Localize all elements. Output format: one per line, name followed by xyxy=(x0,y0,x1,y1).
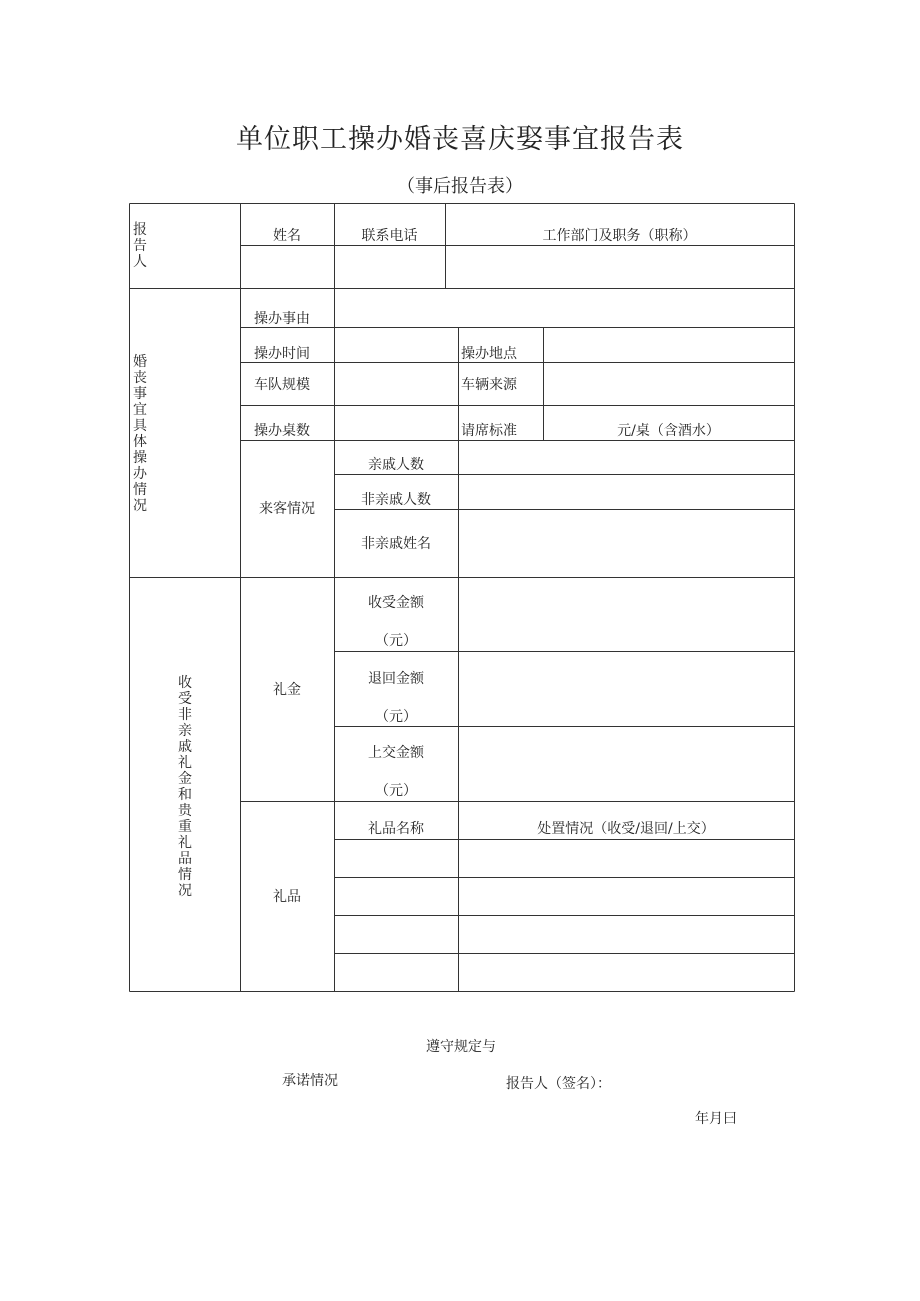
gift-disposal-header: 处置情况（收受/退回/上交） xyxy=(537,821,715,837)
name-header: 姓名 xyxy=(273,228,301,244)
gifts-label: 礼品 xyxy=(273,889,301,905)
reporter-section-label: 报告人 xyxy=(133,222,147,270)
compliance-label-line1: 遵守规定与 xyxy=(426,1039,496,1055)
date-label: 年月曰 xyxy=(695,1111,737,1127)
event-section-label: 婚丧事宜具体操办情况 xyxy=(133,354,147,514)
relatives-count-label: 亲戚人数 xyxy=(368,457,424,473)
place-label: 操办地点 xyxy=(461,346,517,362)
returned-unit-label: （元） xyxy=(375,709,417,725)
received-amount-label: 收受金额 xyxy=(368,595,424,611)
submitted-unit-label: （元） xyxy=(375,783,417,799)
returned-amount-label: 退回金额 xyxy=(368,671,424,687)
gift-name-header: 礼品名称 xyxy=(368,821,424,837)
phone-header: 联系电话 xyxy=(361,228,418,244)
submitted-amount-label: 上交金额 xyxy=(368,745,424,761)
guests-label: 来客情况 xyxy=(259,501,315,517)
dept-header: 工作部门及职务（职称） xyxy=(542,228,697,244)
gift-section-label: 收受非亲戚礼金和贵重礼品情况 xyxy=(178,675,192,899)
tables-label: 操办桌数 xyxy=(254,423,310,439)
non-relatives-count-label: 非亲戚人数 xyxy=(361,492,431,508)
banquet-unit-label: 元/桌（含酒水） xyxy=(617,423,720,439)
time-label: 操办时间 xyxy=(254,346,310,362)
page-title: 单位职工操办婚丧喜庆娶事宜报告表 xyxy=(236,124,684,155)
compliance-label-line2: 承诺情况 xyxy=(282,1073,338,1089)
non-relatives-names-label: 非亲戚姓名 xyxy=(361,536,431,552)
gift-money-label: 礼金 xyxy=(273,682,301,698)
vehicle-source-label: 车辆来源 xyxy=(461,377,517,393)
reason-label: 操办事由 xyxy=(254,311,310,327)
page-subtitle: （事后报告表） xyxy=(397,176,523,197)
fleet-label: 车队规模 xyxy=(254,377,310,393)
banquet-standard-label: 请席标准 xyxy=(461,423,517,439)
signature-label: 报告人（签名）： xyxy=(506,1076,611,1092)
received-unit-label: （元） xyxy=(375,633,417,649)
